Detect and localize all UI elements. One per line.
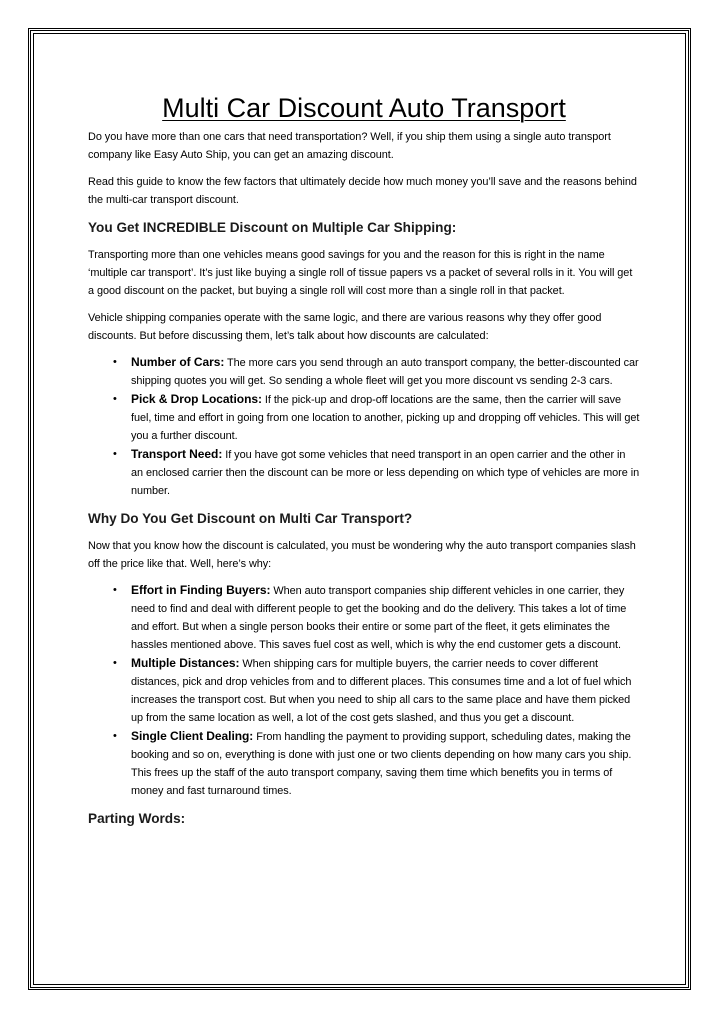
discount-factors-list [88, 353, 640, 500]
list-item-term: Effort in Finding Buyers: [131, 583, 271, 597]
list-item-term: Transport Need: [131, 447, 223, 461]
document-page [28, 28, 691, 990]
list-item-text: The more cars you send through an auto transport company, the better-discounted car shipping quotes you will get. So sending a whole fleet will get you more discount vs sending 2-3 cars. [131, 357, 639, 387]
page-title: Multi Car Discount Auto Transport [162, 93, 566, 123]
list-item-term: Number of Cars: [131, 355, 225, 369]
bullet-icon: • [113, 448, 117, 460]
bullet-icon: • [113, 657, 117, 669]
list-item [88, 581, 640, 654]
section-heading-why-discount: Why Do You Get Discount on Multi Car Transport? [88, 511, 413, 526]
intro-paragraph-2: Read this guide to know the few factors that ultimately decide how much money you’ll save and the reasons behind the multi-car transport discount. [88, 176, 637, 206]
list-item [88, 654, 640, 727]
list-item [88, 353, 640, 390]
bullet-icon: • [113, 730, 117, 742]
section1-paragraph-1: Transporting more than one vehicles means good savings for you and the reason for this is right in the name ‘multiple car transport’. It’s just like buying a single roll of tissue papers vs a packet of several rolls in it. You will get a good discount on the packet, but buying a single roll will cost more than a single roll in that packet. [88, 249, 633, 297]
section-heading-parting-words: Parting Words: [88, 811, 186, 826]
list-item [88, 727, 640, 800]
section2-paragraph-1: Now that you know how the discount is calculated, you must be wondering why the auto transport companies slash off the price like that. Well, here’s why: [88, 540, 636, 570]
list-item-term: Multiple Distances: [131, 656, 240, 670]
list-item-term: Single Client Dealing: [131, 729, 254, 743]
list-item-text: When auto transport companies ship different vehicles in one carrier, they need to find and deal with different people to get the booking and do the delivery. This takes a lot of time and effort. But when a single person books their entire or some part of the fleet, it gets eliminates the hassles mentioned above. This saves fuel cost as well, which is why the end customer gets a discount. [131, 585, 627, 651]
intro-paragraph-1: Do you have more than one cars that need transportation? Well, if you ship them using a single auto transport company like Easy Auto Ship, you can get an amazing discount. [88, 131, 611, 161]
section-heading-incredible-discount: You Get INCREDIBLE Discount on Multiple Car Shipping: [88, 220, 457, 235]
list-item [88, 445, 640, 500]
bullet-icon: • [113, 393, 117, 405]
list-item-term: Pick & Drop Locations: [131, 392, 262, 406]
list-item [88, 390, 640, 445]
bullet-icon: • [113, 356, 117, 368]
list-item-text: From handling the payment to providing support, scheduling dates, making the booking and so on, everything is done with just one or two clients depending on how many cars you ship. This frees up the staff of the auto transport company, saving them time which benefits you in terms of money and fast turnaround times. [131, 731, 632, 797]
list-item-text: When shipping cars for multiple buyers, the carrier needs to cover different distances, pick and drop vehicles from and to different places. This consumes time and a lot of fuel which increases the transport cost. But when you need to ship all cars to the same place and have them picked up from the same location as well, a lot of the cost gets slashed, and thus you get a discount. [131, 658, 632, 724]
section1-paragraph-2: Vehicle shipping companies operate with the same logic, and there are various reasons why they offer good discounts. But before discussing them, let’s talk about how discounts are calculated: [88, 312, 602, 342]
list-item-text: If the pick-up and drop-off locations are the same, then the carrier will save fuel, time and effort in going from one location to another, picking up and dropping off vehicles. This will get you a further discount. [131, 394, 640, 442]
document-content [88, 92, 640, 829]
list-item-text: If you have got some vehicles that need transport in an open carrier and the other in an enclosed carrier then the discount can be more or less depending on which type of vehicles are more in number. [131, 449, 640, 497]
discount-reasons-list [88, 581, 640, 800]
bullet-icon: • [113, 584, 117, 596]
